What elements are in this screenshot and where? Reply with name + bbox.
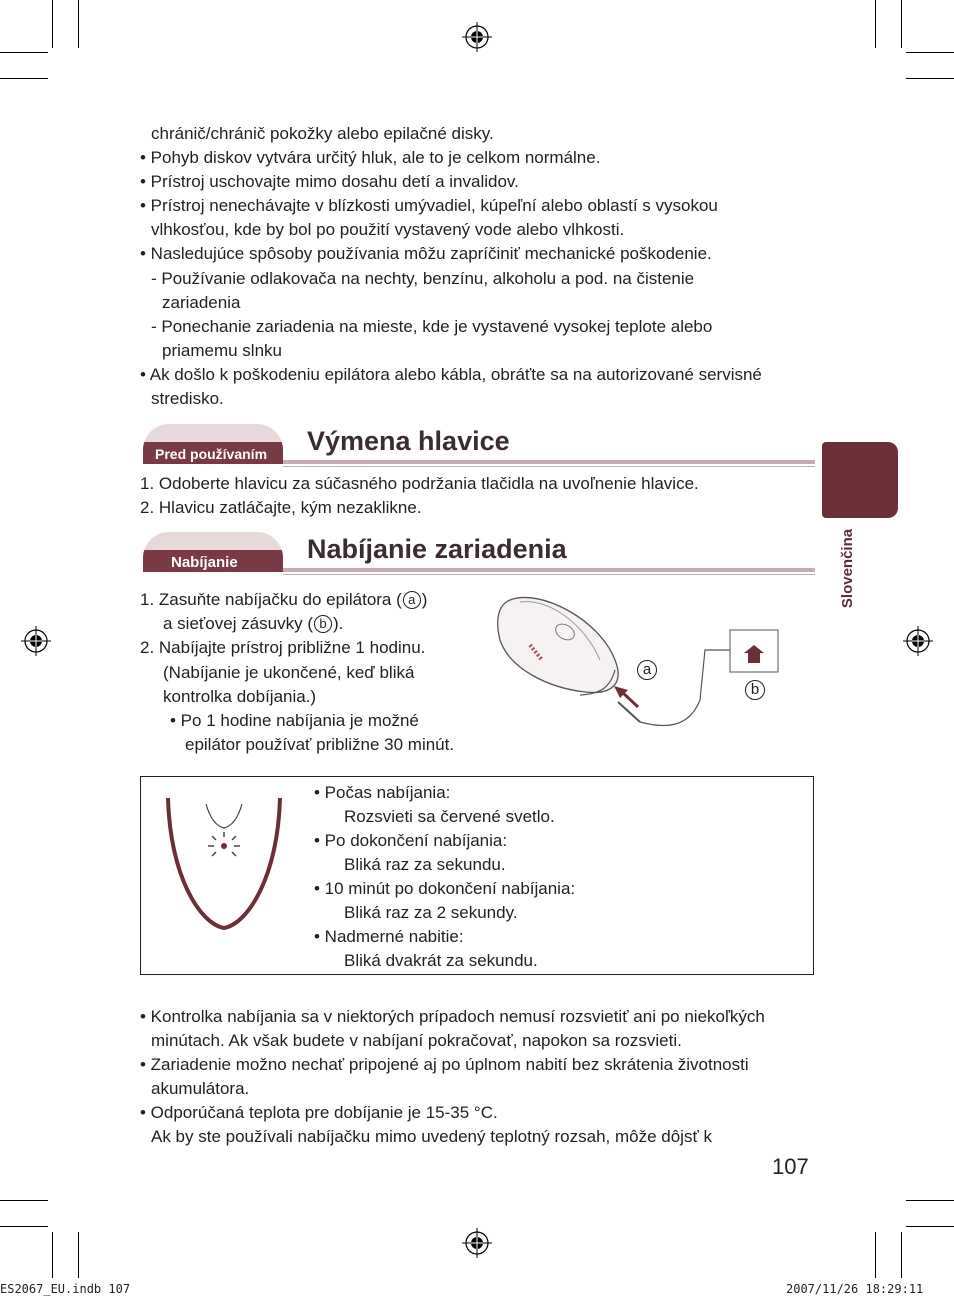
step-text: ) bbox=[421, 590, 428, 609]
heading-rule bbox=[283, 574, 815, 575]
step-text: a sieťovej zásuvky ( bbox=[163, 614, 313, 633]
crop-mark bbox=[906, 52, 954, 53]
section-tab-label: Nabíjanie bbox=[171, 554, 238, 571]
body-text-line: Ak by ste používali nabíjačku mimo uvedený teplotný rozsah, môže dôjsť k bbox=[151, 1127, 713, 1146]
bullet-item: • Po 1 hodine nabíjania je možné bbox=[170, 711, 419, 730]
indicator-description: Bliká raz za sekundu. bbox=[344, 855, 506, 874]
crop-mark bbox=[906, 1226, 954, 1227]
registration-mark-icon bbox=[462, 1228, 492, 1258]
label-b-icon: b bbox=[314, 615, 332, 633]
bullet-item: • Prístroj nenechávajte v blízkosti umývadiel, kúpeľní alebo oblastí s vysokou bbox=[140, 196, 718, 215]
step-text: 1. Zasuňte nabíjačku do epilátora ( bbox=[140, 590, 402, 609]
bullet-item: • Zariadenie možno nechať pripojené aj po úplnom nabití bez skrátenia životnosti bbox=[140, 1055, 749, 1074]
crop-mark bbox=[52, 1232, 53, 1278]
crop-mark bbox=[906, 1200, 954, 1201]
heading-rule bbox=[283, 568, 815, 572]
footer-file-info: ES2067_EU.indb 107 bbox=[0, 1282, 131, 1296]
bullet-item: • Kontrolka nabíjania sa v niektorých prípadoch nemusí rozsvietiť ani po niekoľkých bbox=[140, 1007, 765, 1026]
bullet-item: • Ak došlo k poškodeniu epilátora alebo kábla, obráťte sa na autorizované servisné bbox=[140, 365, 762, 384]
crop-mark bbox=[901, 0, 902, 48]
section-tab-label: Pred používaním bbox=[155, 446, 268, 462]
registration-mark-icon bbox=[21, 626, 51, 656]
charging-lamp-icon bbox=[160, 796, 290, 936]
step-item: 1. Odoberte hlavicu za súčasného podržania tlačidla na uvoľnenie hlavice. bbox=[140, 474, 699, 493]
crop-mark bbox=[875, 1232, 876, 1278]
bullet-item: • Pohyb diskov vytvára určitý hluk, ale to je celkom normálne. bbox=[140, 148, 601, 167]
crop-mark bbox=[0, 1226, 48, 1227]
step-text: ). bbox=[333, 614, 344, 633]
page-number: 107 bbox=[772, 1154, 809, 1179]
indicator-description: Bliká dvakrát za sekundu. bbox=[344, 951, 538, 970]
bullet-item: • Odporúčaná teplota pre dobíjanie je 15-35 °C. bbox=[140, 1103, 498, 1122]
crop-mark bbox=[78, 0, 79, 48]
crop-mark bbox=[901, 1232, 902, 1278]
heading-rule bbox=[283, 466, 815, 467]
heading-rule bbox=[283, 460, 815, 464]
label-a-icon: a bbox=[403, 591, 421, 609]
section-title: Nabíjanie zariadenia bbox=[307, 534, 567, 564]
body-text-line: chránič/chránič pokožky alebo epilačné disky. bbox=[151, 124, 494, 143]
body-text-line: stredisko. bbox=[151, 389, 224, 408]
crop-mark bbox=[875, 0, 876, 48]
body-text-line: zariadenia bbox=[162, 293, 241, 312]
bullet-item: • Prístroj uschovajte mimo dosahu detí a invalidov. bbox=[140, 172, 519, 191]
body-text-line: priamemu slnku bbox=[162, 341, 282, 360]
indicator-state: • Počas nabíjania: bbox=[314, 783, 451, 802]
label-a-icon: a bbox=[637, 660, 657, 680]
indicator-state: • 10 minút po dokončení nabíjania: bbox=[314, 879, 576, 898]
body-text-line: akumulátora. bbox=[151, 1079, 250, 1098]
language-tab bbox=[822, 442, 898, 518]
body-text-line: vlhkosťou, kde by bol po použití vystavený vode alebo vlhkosti. bbox=[151, 220, 625, 239]
registration-mark-icon bbox=[903, 626, 933, 656]
step-item: 2. Hlavicu zatláčajte, kým nezaklikne. bbox=[140, 498, 422, 517]
indicator-description: Bliká raz za 2 sekundy. bbox=[344, 903, 518, 922]
body-text-line: (Nabíjanie je ukončené, keď bliká bbox=[163, 663, 415, 682]
dash-item: - Ponechanie zariadenia na mieste, kde je vystavené vysokej teplote alebo bbox=[151, 317, 713, 336]
language-tab-label: Slovenčina bbox=[839, 528, 857, 609]
registration-mark-icon bbox=[462, 22, 492, 52]
crop-mark bbox=[78, 1232, 79, 1278]
indicator-state: • Po dokončení nabíjania: bbox=[314, 831, 508, 850]
section-title: Výmena hlavice bbox=[307, 426, 510, 456]
bullet-item: • Nasledujúce spôsoby používania môžu zapríčiniť mechanické poškodenie. bbox=[140, 244, 712, 263]
crop-mark bbox=[906, 78, 954, 79]
step-item: 2. Nabíjajte prístroj približne 1 hodinu. bbox=[140, 638, 426, 657]
crop-mark bbox=[0, 1200, 48, 1201]
footer-timestamp: 2007/11/26 18:29:11 bbox=[786, 1282, 924, 1296]
body-text-line: epilátor používať približne 30 minút. bbox=[185, 735, 455, 754]
crop-mark bbox=[52, 0, 53, 48]
step-item bbox=[140, 588, 427, 612]
dash-item: - Používanie odlakovača na nechty, benzínu, alkoholu a pod. na čistenie bbox=[151, 269, 695, 288]
body-text-line: kontrolka dobíjania.) bbox=[163, 687, 317, 706]
crop-mark bbox=[0, 78, 48, 79]
label-b-icon: b bbox=[745, 680, 765, 700]
indicator-description: Rozsvieti sa červené svetlo. bbox=[344, 807, 555, 826]
body-text-line: minútach. Ak však budete v nabíjaní pokračovať, napokon sa rozsvieti. bbox=[151, 1031, 682, 1050]
crop-mark bbox=[0, 52, 48, 53]
charging-illustration bbox=[490, 590, 790, 730]
indicator-state: • Nadmerné nabitie: bbox=[314, 927, 464, 946]
step-item bbox=[163, 612, 343, 636]
